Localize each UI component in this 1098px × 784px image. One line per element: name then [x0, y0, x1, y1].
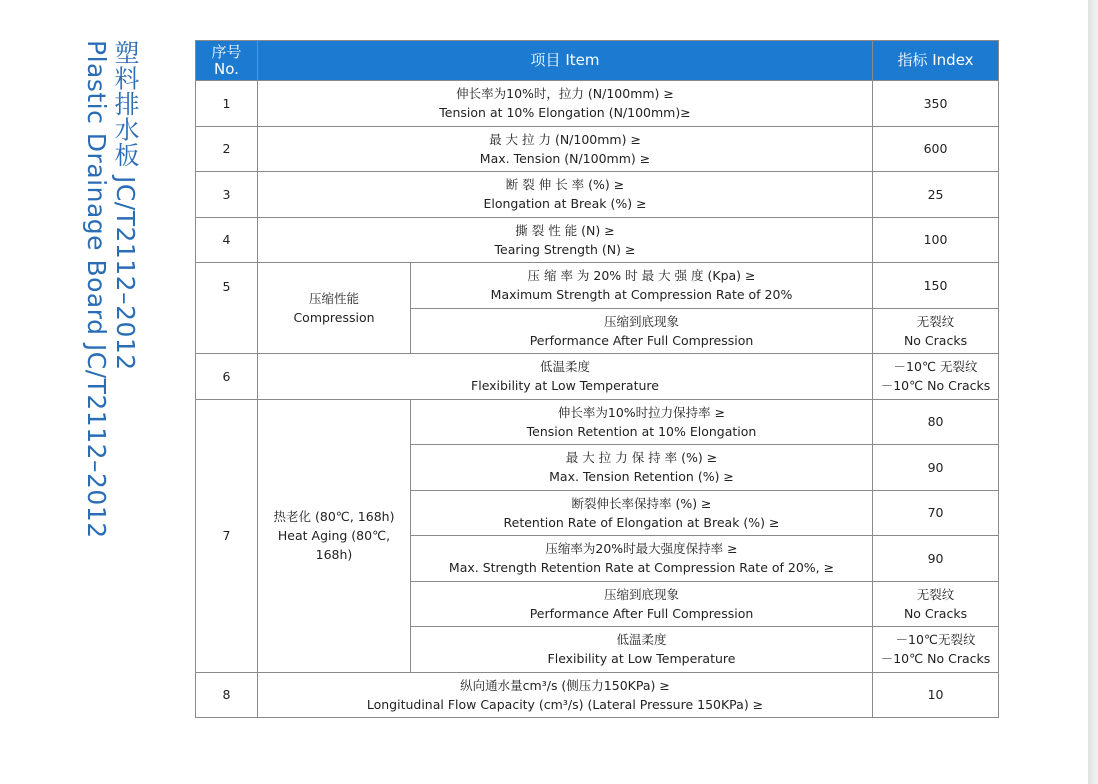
item-zh: 纵向通水量cm³/s (侧压力150KPa) ≥ — [460, 677, 670, 693]
row-number: 5 — [196, 263, 258, 354]
item-en: Retention Rate of Elongation at Break (%) ≥ — [503, 514, 780, 530]
index-value: 90 — [873, 536, 999, 582]
item-cell — [411, 581, 873, 627]
item-en: Tearing Strength (N) ≥ — [494, 241, 636, 257]
table-row-2 — [196, 126, 999, 172]
item-en: Flexibility at Low Temperature — [547, 651, 736, 667]
value-en: －10℃ No Cracks — [880, 651, 991, 667]
item-cell — [258, 354, 873, 400]
header-row — [196, 41, 999, 81]
item-en: Max. Strength Retention Rate at Compression Rate of 20%, ≥ — [448, 560, 835, 576]
item-en: Tension Retention at 10% Elongation — [526, 423, 757, 439]
index-value — [873, 627, 999, 673]
item-zh: 最 大 拉 力 (N/100mm) ≥ — [489, 131, 641, 147]
table-row-1 — [196, 81, 999, 127]
item-zh: 最 大 拉 力 保 持 率 (%) ≥ — [565, 450, 718, 466]
item-en: Max. Tension (N/100mm) ≥ — [479, 150, 651, 166]
header-no — [196, 41, 258, 81]
item-zh: 低温柔度 — [616, 632, 667, 648]
item-en: Max. Tension Retention (%) ≥ — [549, 469, 734, 485]
item-en: Tension at 10% Elongation (N/100mm)≥ — [439, 105, 691, 121]
index-value: 90 — [873, 445, 999, 491]
item-en: Longitudinal Flow Capacity (cm³/s) (Lateral Pressure 150KPa) ≥ — [366, 696, 764, 712]
item-zh: 断裂伸长率保持率 (%) ≥ — [571, 495, 712, 511]
group-zh: 压缩性能 — [308, 291, 359, 306]
index-value: 10 — [873, 672, 999, 718]
item-cell — [411, 490, 873, 536]
table-row-3 — [196, 172, 999, 218]
item-cell — [258, 172, 873, 218]
item-cell — [411, 308, 873, 354]
table-row-8 — [196, 672, 999, 718]
row-number: 4 — [196, 217, 258, 263]
index-value: 70 — [873, 490, 999, 536]
value-en: －10℃ No Cracks — [880, 378, 991, 394]
value-zh: 无裂纹 — [916, 313, 955, 329]
item-zh: 撕 裂 性 能 (N) ≥ — [515, 222, 615, 238]
item-zh: 压 缩 率 为 20% 时 最 大 强 度 (Kpa) ≥ — [527, 268, 756, 284]
row-number: 8 — [196, 672, 258, 718]
item-zh: 伸长率为10%时，拉力 (N/100mm) ≥ — [456, 86, 674, 102]
table-row-6 — [196, 354, 999, 400]
item-cell — [411, 627, 873, 673]
value-zh: －10℃ 无裂纹 — [893, 359, 978, 375]
row-number: 3 — [196, 172, 258, 218]
row-number: 7 — [196, 399, 258, 672]
title-zh: 塑料排水板 JC/T2112–2012 — [111, 40, 140, 371]
item-cell — [411, 399, 873, 445]
group-cell — [258, 263, 411, 354]
index-value — [873, 581, 999, 627]
table-row-7a — [196, 399, 999, 445]
index-value: 80 — [873, 399, 999, 445]
group-cell — [258, 399, 411, 672]
index-value: 350 — [873, 81, 999, 127]
item-cell — [258, 217, 873, 263]
index-value: 600 — [873, 126, 999, 172]
header-item: 项目 Item — [258, 41, 873, 81]
item-en: Maximum Strength at Compression Rate of 20% — [490, 287, 793, 303]
item-zh: 断 裂 伸 长 率 (%) ≥ — [505, 177, 625, 193]
value-en: No Cracks — [903, 605, 968, 621]
value-en: No Cracks — [903, 332, 968, 348]
header-no-zh: 序号 — [211, 42, 242, 61]
value-zh: －10℃无裂纹 — [895, 632, 976, 648]
row-number: 1 — [196, 81, 258, 127]
item-cell — [411, 263, 873, 309]
item-zh: 压缩到底现象 — [604, 313, 680, 329]
item-en: Performance After Full Compression — [529, 332, 754, 348]
index-value: 150 — [873, 263, 999, 309]
index-value — [873, 354, 999, 400]
item-en: Elongation at Break (%) ≥ — [483, 196, 647, 212]
group-zh: 热老化 (80℃, 168h) — [273, 509, 395, 524]
value-zh: 无裂纹 — [916, 586, 955, 602]
item-cell — [258, 81, 873, 127]
table-row-5a — [196, 263, 999, 309]
index-value — [873, 308, 999, 354]
table-row-4 — [196, 217, 999, 263]
item-zh: 压缩到底现象 — [604, 586, 680, 602]
item-zh: 低温柔度 — [540, 359, 591, 375]
row-number: 6 — [196, 354, 258, 400]
item-en: Flexibility at Low Temperature — [471, 378, 659, 394]
item-cell — [258, 672, 873, 718]
page-edge-shadow — [1088, 0, 1098, 784]
item-cell — [411, 536, 873, 582]
item-zh: 压缩率为20%时最大强度保持率 ≥ — [545, 541, 738, 557]
title-en: Plastic Drainage Board JC/T2112–2012 — [82, 40, 111, 539]
header-index: 指标 Index — [873, 41, 999, 81]
index-value: 25 — [873, 172, 999, 218]
item-cell — [411, 445, 873, 491]
group-en: Heat Aging (80℃, 168h) — [277, 528, 391, 562]
vertical-title — [82, 40, 140, 539]
index-value: 100 — [873, 217, 999, 263]
item-cell — [258, 126, 873, 172]
spec-table — [195, 40, 999, 718]
item-zh: 伸长率为10%时拉力保持率 ≥ — [557, 404, 726, 420]
header-no-en: No. — [214, 59, 239, 78]
item-en: Performance After Full Compression — [529, 605, 754, 621]
group-en: Compression — [293, 310, 375, 325]
row-number: 2 — [196, 126, 258, 172]
